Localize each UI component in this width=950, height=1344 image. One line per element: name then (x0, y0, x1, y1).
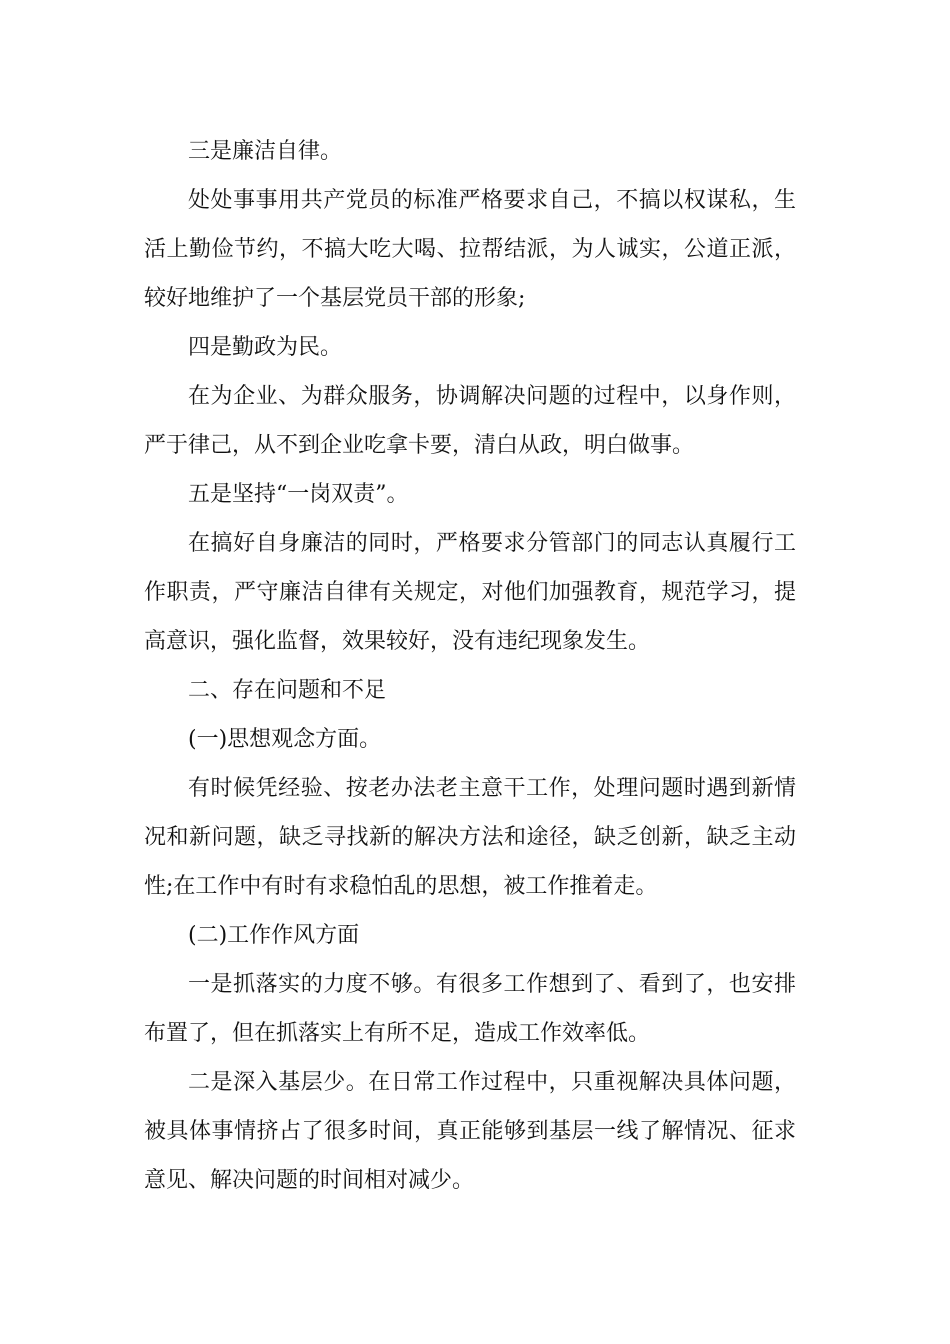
paragraph-heading-dual-duty: 五是坚持“一岗双责”。 (188, 482, 409, 507)
paragraph-diligence-detail: 在为企业、为群众服务，协调解决问题的过程中，以身作则，严于律己，从不到企业吃拿卡要，清白从政，明白做事。 (144, 384, 796, 458)
section-heading-problems: 二、存在问题和不足 (188, 678, 387, 703)
paragraph-heading-diligence: 四是勤政为民。 (188, 335, 343, 360)
paragraph-integrity-detail: 处处事事用共产党员的标准严格要求自己，不搞以权谋私，生活上勤俭节约，不搞大吃大喝、拉帮结派，为人诚实，公道正派，较好地维护了一个基层党员干部的形象; (144, 188, 796, 311)
paragraph-thinking-detail: 有时候凭经验、按老办法老主意干工作，处理问题时遇到新情况和新问题，缺乏寻找新的解决方法和途径，缺乏创新，缺乏主动性;在工作中有时有求稳怕乱的思想，被工作推着走。 (144, 776, 796, 899)
document-body (144, 127, 796, 1205)
paragraph-dual-duty-detail: 在搞好自身廉洁的同时，严格要求分管部门的同志认真履行工作职责，严守廉洁自律有关规定，对他们加强教育，规范学习，提高意识，强化监督，效果较好，没有违纪现象发生。 (144, 531, 796, 654)
paragraph-heading-integrity: 三是廉洁自律。 (188, 139, 343, 164)
paragraph-implementation: 一是抓落实的力度不够。有很多工作想到了、看到了，也安排布置了，但在抓落实上有所不足，造成工作效率低。 (144, 972, 796, 1046)
subsection-heading-work-style: (二)工作作风方面 (188, 923, 360, 948)
paragraph-grassroots: 二是深入基层少。在日常工作过程中，只重视解决具体问题，被具体事情挤占了很多时间，真正能够到基层一线了解情况、征求意见、解决问题的时间相对减少。 (144, 1070, 796, 1193)
subsection-heading-thinking: (一)思想观念方面。 (188, 727, 382, 752)
